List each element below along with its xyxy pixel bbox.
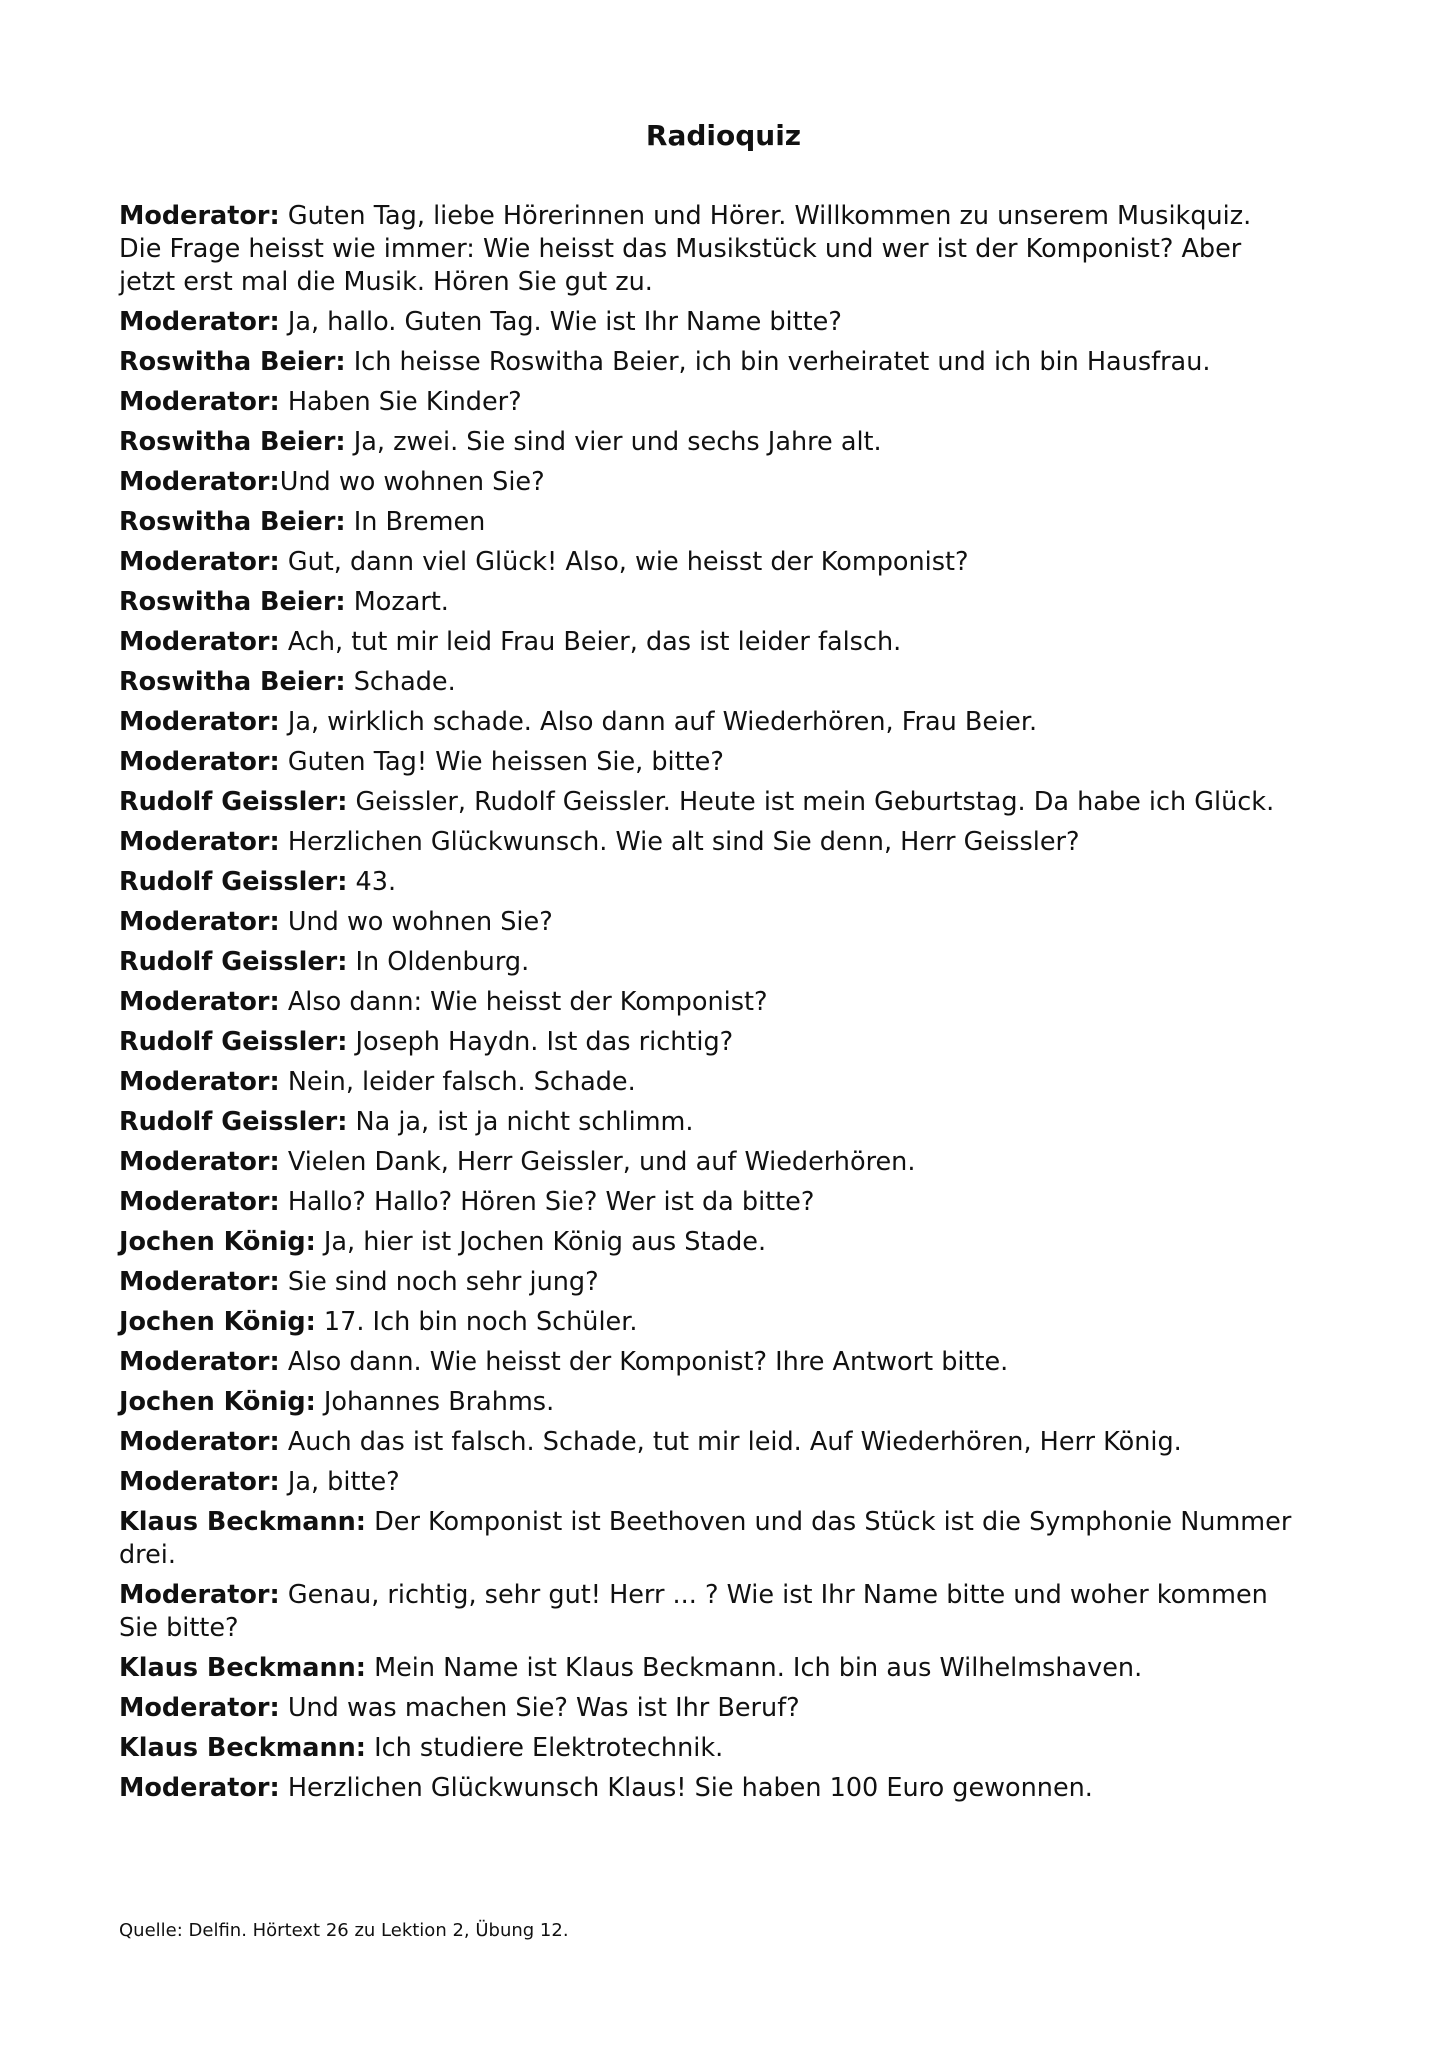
dialogue-turn xyxy=(119,986,1299,1019)
speaker-label: Moderator: xyxy=(119,1067,280,1097)
speaker-label: Jochen König: xyxy=(119,1227,316,1257)
spoken-text: Ich heisse Roswitha Beier, ich bin verheiratet und ich bin Hausfrau. xyxy=(345,347,1211,377)
speaker-label: Moderator: xyxy=(119,467,280,497)
spoken-text: Und was machen Sie? Was ist Ihr Beruf? xyxy=(279,1693,800,1723)
spoken-text: In Bremen xyxy=(345,507,486,537)
speaker-label: Rudolf Geissler: xyxy=(119,1107,348,1137)
speaker-label: Rudolf Geissler: xyxy=(119,1027,348,1057)
speaker-label: Moderator: xyxy=(119,1267,280,1297)
speaker-label: Jochen König: xyxy=(119,1387,316,1417)
dialogue-turn xyxy=(119,826,1299,859)
spoken-text: Vielen Dank, Herr Geissler, und auf Wiederhören. xyxy=(279,1147,916,1177)
dialogue-turn xyxy=(119,1426,1299,1459)
spoken-text: Ja, bitte? xyxy=(279,1467,400,1497)
spoken-text: 17. Ich bin noch Schüler. xyxy=(315,1307,638,1337)
dialogue-turn xyxy=(119,386,1299,419)
spoken-text: Und wo wohnen Sie? xyxy=(279,907,553,937)
speaker-label: Moderator: xyxy=(119,1693,280,1723)
speaker-label: Klaus Beckmann: xyxy=(119,1653,367,1683)
spoken-text: Herzlichen Glückwunsch. Wie alt sind Sie denn, Herr Geissler? xyxy=(279,827,1080,857)
dialogue-turn xyxy=(119,1692,1299,1725)
speaker-label: Jochen König: xyxy=(119,1307,316,1337)
speaker-label: Rudolf Geissler: xyxy=(119,947,348,977)
dialogue-turn xyxy=(119,346,1299,379)
dialogue-turn xyxy=(119,1266,1299,1299)
spoken-text: Gut, dann viel Glück! Also, wie heisst der Komponist? xyxy=(279,547,969,577)
speaker-label: Moderator: xyxy=(119,201,280,231)
spoken-text: Nein, leider falsch. Schade. xyxy=(279,1067,636,1097)
speaker-label: Moderator: xyxy=(119,547,280,577)
dialogue-turn xyxy=(119,1466,1299,1499)
speaker-label: Moderator: xyxy=(119,1580,280,1610)
speaker-label: Moderator: xyxy=(119,1147,280,1177)
spoken-text: Hallo? Hallo? Hören Sie? Wer ist da bitte? xyxy=(279,1187,815,1217)
dialogue-turn xyxy=(119,1346,1299,1379)
dialogue-turn xyxy=(119,1106,1299,1139)
speaker-label: Moderator: xyxy=(119,1467,280,1497)
spoken-text: Guten Tag, liebe Hörerinnen und Hörer. Willkommen zu unserem Musikquiz. Die Frage heisst wie immer: Wie heisst das Musikstück und wer ist der Komponist? Aber jetzt erst mal die Musik. Hören Sie gut zu. xyxy=(119,201,1252,297)
speaker-label: Moderator: xyxy=(119,907,280,937)
dialogue-turn xyxy=(119,866,1299,899)
spoken-text: Ja, hallo. Guten Tag. Wie ist Ihr Name bitte? xyxy=(279,307,842,337)
spoken-text: Und wo wohnen Sie? xyxy=(279,467,545,497)
dialogue-turn xyxy=(119,1652,1299,1685)
dialogue-turn xyxy=(119,666,1299,699)
speaker-label: Moderator: xyxy=(119,1773,280,1803)
source-footnote: Quelle: Delfin. Hörtext 26 zu Lektion 2, Übung 12. xyxy=(119,1920,569,1941)
dialogue-turn xyxy=(119,906,1299,939)
spoken-text: Ja, hier ist Jochen König aus Stade. xyxy=(315,1227,767,1257)
dialogue-turn xyxy=(119,746,1299,779)
spoken-text: Der Komponist ist Beethoven und das Stück ist die Symphonie Nummer drei. xyxy=(119,1507,1292,1570)
dialogue-transcript xyxy=(119,200,1299,1812)
speaker-label: Roswitha Beier: xyxy=(119,587,346,617)
dialogue-turn xyxy=(119,1732,1299,1765)
speaker-label: Moderator: xyxy=(119,307,280,337)
dialogue-turn xyxy=(119,466,1299,499)
speaker-label: Moderator: xyxy=(119,1187,280,1217)
speaker-label: Moderator: xyxy=(119,747,280,777)
speaker-label: Klaus Beckmann: xyxy=(119,1733,367,1763)
speaker-label: Roswitha Beier: xyxy=(119,347,346,377)
spoken-text: Geissler, Rudolf Geissler. Heute ist mein Geburtstag. Da habe ich Glück. xyxy=(347,787,1275,817)
spoken-text: Also dann. Wie heisst der Komponist? Ihre Antwort bitte. xyxy=(279,1347,1009,1377)
dialogue-turn xyxy=(119,586,1299,619)
dialogue-turn xyxy=(119,1306,1299,1339)
speaker-label: Moderator: xyxy=(119,987,280,1017)
speaker-label: Rudolf Geissler: xyxy=(119,787,348,817)
spoken-text: Johannes Brahms. xyxy=(315,1387,555,1417)
spoken-text: In Oldenburg. xyxy=(347,947,530,977)
speaker-label: Roswitha Beier: xyxy=(119,667,346,697)
spoken-text: Auch das ist falsch. Schade, tut mir leid. Auf Wiederhören, Herr König. xyxy=(279,1427,1182,1457)
dialogue-turn xyxy=(119,1226,1299,1259)
dialogue-turn xyxy=(119,946,1299,979)
spoken-text: Ja, wirklich schade. Also dann auf Wiederhören, Frau Beier. xyxy=(279,707,1038,737)
speaker-label: Moderator: xyxy=(119,827,280,857)
dialogue-turn xyxy=(119,1026,1299,1059)
dialogue-turn xyxy=(119,1186,1299,1219)
dialogue-turn xyxy=(119,546,1299,579)
spoken-text: Ja, zwei. Sie sind vier und sechs Jahre alt. xyxy=(345,427,882,457)
dialogue-turn xyxy=(119,200,1299,299)
speaker-label: Rudolf Geissler: xyxy=(119,867,348,897)
spoken-text: 43. xyxy=(347,867,397,897)
dialogue-turn xyxy=(119,306,1299,339)
spoken-text: Na ja, ist ja nicht schlimm. xyxy=(347,1107,694,1137)
dialogue-turn xyxy=(119,1506,1299,1572)
spoken-text: Haben Sie Kinder? xyxy=(279,387,522,417)
spoken-text: Herzlichen Glückwunsch Klaus! Sie haben 100 Euro gewonnen. xyxy=(279,1773,1093,1803)
speaker-label: Roswitha Beier: xyxy=(119,507,346,537)
spoken-text: Mozart. xyxy=(345,587,449,617)
spoken-text: Also dann: Wie heisst der Komponist? xyxy=(279,987,768,1017)
spoken-text: Sie sind noch sehr jung? xyxy=(279,1267,599,1297)
speaker-label: Moderator: xyxy=(119,707,280,737)
dialogue-turn xyxy=(119,1579,1299,1645)
spoken-text: Joseph Haydn. Ist das richtig? xyxy=(347,1027,734,1057)
spoken-text: Mein Name ist Klaus Beckmann. Ich bin aus Wilhelmshaven. xyxy=(366,1653,1143,1683)
speaker-label: Roswitha Beier: xyxy=(119,427,346,457)
dialogue-turn xyxy=(119,626,1299,659)
speaker-label: Klaus Beckmann: xyxy=(119,1507,367,1537)
spoken-text: Genau, richtig, sehr gut! Herr ... ? Wie ist Ihr Name bitte und woher kommen Sie bitte? xyxy=(119,1580,1268,1643)
spoken-text: Schade. xyxy=(345,667,456,697)
page-title: Radioquiz xyxy=(645,119,802,152)
spoken-text: Ach, tut mir leid Frau Beier, das ist leider falsch. xyxy=(279,627,902,657)
spoken-text: Guten Tag! Wie heissen Sie, bitte? xyxy=(279,747,724,777)
speaker-label: Moderator: xyxy=(119,1427,280,1457)
dialogue-turn xyxy=(119,706,1299,739)
dialogue-turn xyxy=(119,506,1299,539)
speaker-label: Moderator: xyxy=(119,627,280,657)
spoken-text: Ich studiere Elektrotechnik. xyxy=(366,1733,724,1763)
dialogue-turn xyxy=(119,1066,1299,1099)
dialogue-turn xyxy=(119,426,1299,459)
dialogue-turn xyxy=(119,1146,1299,1179)
dialogue-turn xyxy=(119,786,1299,819)
speaker-label: Moderator: xyxy=(119,1347,280,1377)
speaker-label: Moderator: xyxy=(119,387,280,417)
dialogue-turn xyxy=(119,1772,1299,1805)
dialogue-turn xyxy=(119,1386,1299,1419)
